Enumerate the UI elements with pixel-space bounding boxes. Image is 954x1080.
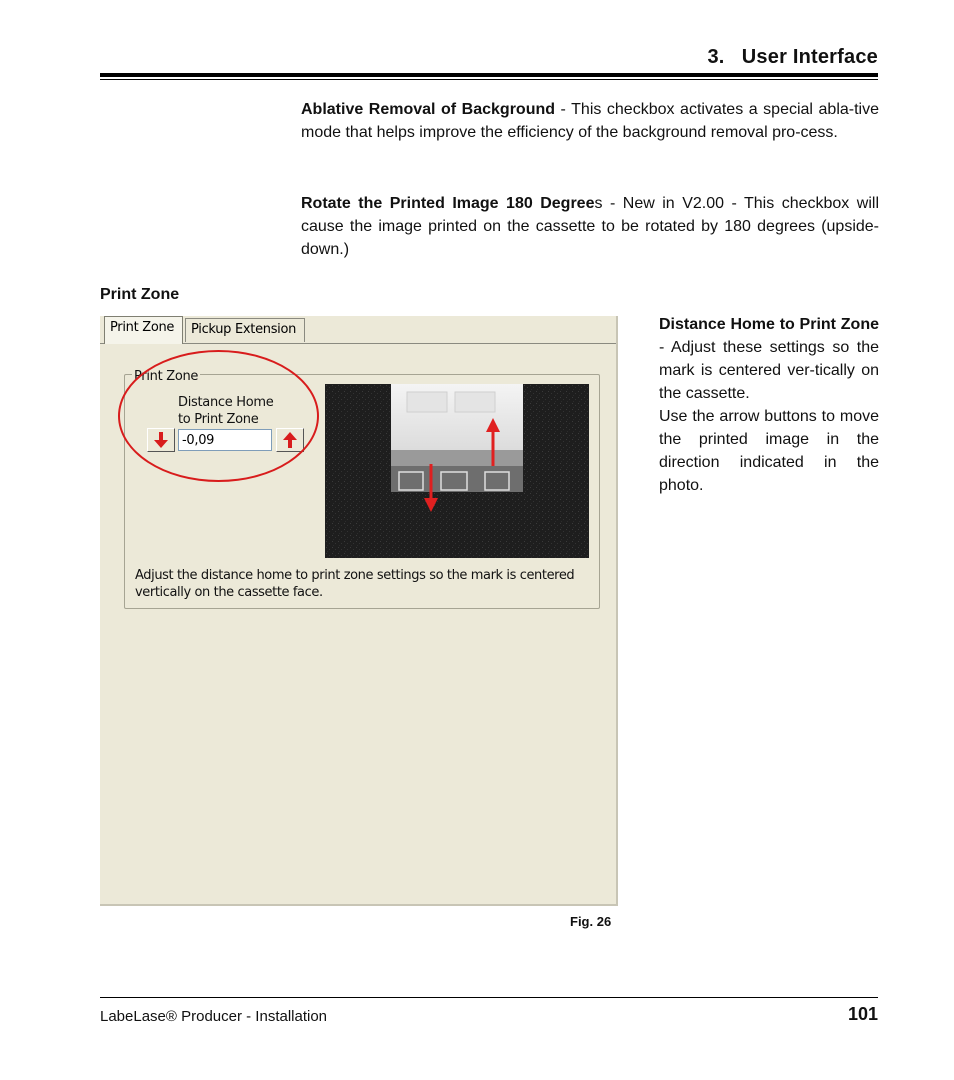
- term-ablative: Ablative Removal of Background: [301, 101, 556, 118]
- paragraph-ablative: [301, 98, 879, 144]
- header-rule-thick: [100, 73, 878, 77]
- groupbox-help-text: Adjust the distance home to print zone settings so the mark is centered vertically on the cassette face.: [135, 568, 575, 600]
- print-zone-dialog: [100, 316, 618, 906]
- desc-ablative: - This checkbox activates a special abla-tive mode that helps improve the efficiency of the background removal pro-cess.: [301, 101, 880, 141]
- desc-rotate: s - New in V2.00 - This checkbox will cause the image printed on the cassette to be rotated by 180 degrees (upside-down.): [301, 195, 879, 258]
- footer-rule: [100, 997, 878, 998]
- side-description: [659, 313, 879, 497]
- distance-label-line2: to Print Zone: [178, 412, 259, 427]
- paragraph-rotate: [301, 192, 879, 261]
- figure-caption: Fig. 26: [570, 914, 612, 929]
- tab-strip: [100, 316, 616, 343]
- highlight-ellipse: [118, 350, 319, 482]
- distance-label-line1: Distance Home: [178, 395, 274, 410]
- cassette-photo: [325, 384, 589, 558]
- groupbox-title: Print Zone: [134, 369, 199, 384]
- section-heading: Print Zone: [100, 286, 180, 303]
- side-text-2: Use the arrow buttons to move the printed image in the direction indicated in the photo.: [659, 408, 879, 494]
- cassette-illustration: [325, 384, 589, 558]
- tab-pickup-extension[interactable]: Pickup Extension: [185, 318, 305, 342]
- term-rotate: Rotate the Printed Image 180 Degree: [301, 195, 595, 212]
- page-number: 101: [847, 1004, 878, 1024]
- chapter-title: 3. User Interface: [707, 46, 878, 68]
- side-text-1: - Adjust these settings so the mark is centered ver-tically on the cassette.: [659, 339, 879, 402]
- header-rule-thin: [100, 79, 878, 80]
- footer-product: LabeLase® Producer - Installation: [100, 1008, 328, 1025]
- tab-print-zone[interactable]: Print Zone: [104, 316, 183, 344]
- side-description-1: [659, 313, 879, 405]
- side-term: Distance Home to Print Zone: [659, 316, 879, 333]
